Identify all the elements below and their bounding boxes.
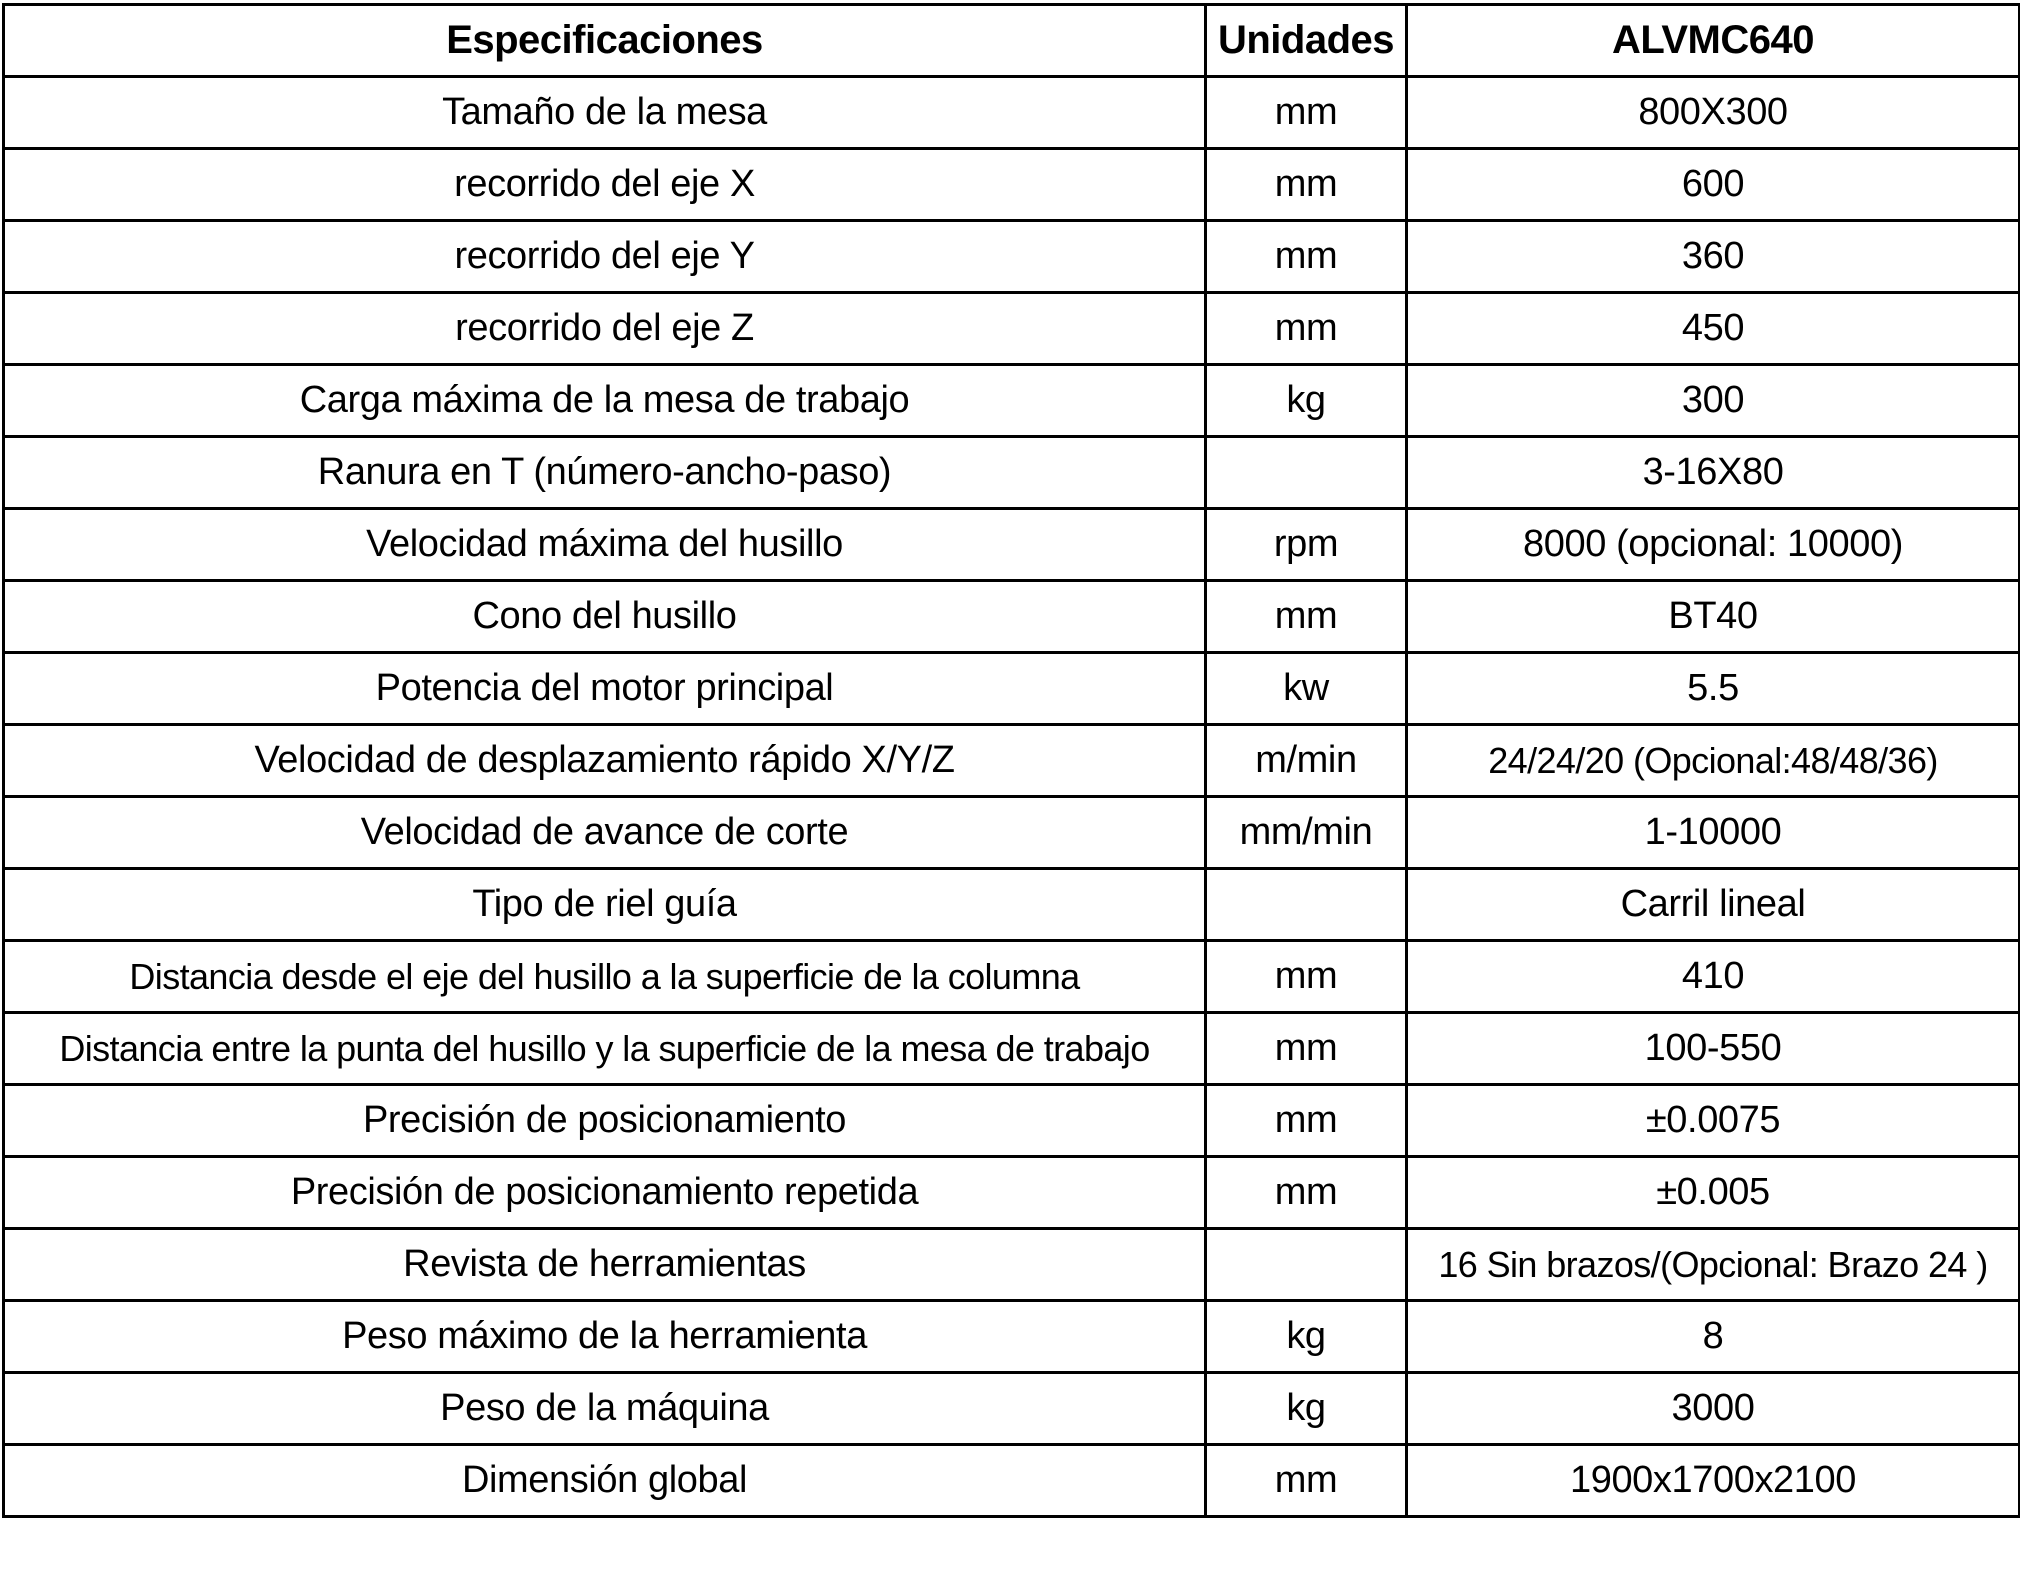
spec-value: 410 xyxy=(1407,941,2020,1013)
spec-value: BT40 xyxy=(1407,581,2020,653)
spec-name: Precisión de posicionamiento repetida xyxy=(4,1157,1206,1229)
table-row xyxy=(4,581,2020,653)
spec-name: Precisión de posicionamiento xyxy=(4,1085,1206,1157)
spec-value: 600 xyxy=(1407,149,2020,221)
spec-name: Tipo de riel guía xyxy=(4,869,1206,941)
table-row xyxy=(4,149,2020,221)
spec-unit: mm xyxy=(1206,1085,1407,1157)
spec-value: 1900x1700x2100 xyxy=(1407,1445,2020,1517)
table-row xyxy=(4,725,2020,797)
spec-unit: mm xyxy=(1206,221,1407,293)
table-header-row xyxy=(4,5,2020,77)
spec-name: Ranura en T (número-ancho-paso) xyxy=(4,437,1206,509)
table-row xyxy=(4,365,2020,437)
spec-value: 5.5 xyxy=(1407,653,2020,725)
spec-unit xyxy=(1206,1229,1407,1301)
spec-value: ±0.005 xyxy=(1407,1157,2020,1229)
table-row xyxy=(4,293,2020,365)
spec-unit: kg xyxy=(1206,365,1407,437)
table-row xyxy=(4,1301,2020,1373)
spec-name: Dimensión global xyxy=(4,1445,1206,1517)
spec-value: 100-550 xyxy=(1407,1013,2020,1085)
spec-name: Revista de herramientas xyxy=(4,1229,1206,1301)
spec-value: 360 xyxy=(1407,221,2020,293)
table-row xyxy=(4,1229,2020,1301)
spec-unit: mm xyxy=(1206,1157,1407,1229)
table-row xyxy=(4,653,2020,725)
spec-name: recorrido del eje Z xyxy=(4,293,1206,365)
table-row xyxy=(4,77,2020,149)
spec-name: Distancia desde el eje del husillo a la superficie de la columna xyxy=(4,941,1206,1013)
spec-name: Carga máxima de la mesa de trabajo xyxy=(4,365,1206,437)
spec-name: Velocidad de avance de corte xyxy=(4,797,1206,869)
header-units: Unidades xyxy=(1206,5,1407,77)
spec-value: Carril lineal xyxy=(1407,869,2020,941)
spec-name: Potencia del motor principal xyxy=(4,653,1206,725)
spec-unit xyxy=(1206,437,1407,509)
table-row xyxy=(4,869,2020,941)
header-specifications: Especificaciones xyxy=(4,5,1206,77)
spec-name: Peso máximo de la herramienta xyxy=(4,1301,1206,1373)
spec-unit: mm xyxy=(1206,941,1407,1013)
spec-name: recorrido del eje X xyxy=(4,149,1206,221)
spec-name: recorrido del eje Y xyxy=(4,221,1206,293)
spec-value: ±0.0075 xyxy=(1407,1085,2020,1157)
table-row xyxy=(4,1445,2020,1517)
spec-unit: mm xyxy=(1206,1013,1407,1085)
table-row xyxy=(4,509,2020,581)
spec-value: 3-16X80 xyxy=(1407,437,2020,509)
spec-value: 1-10000 xyxy=(1407,797,2020,869)
spec-value: 800X300 xyxy=(1407,77,2020,149)
spec-unit: kg xyxy=(1206,1373,1407,1445)
table-row xyxy=(4,797,2020,869)
table-row xyxy=(4,1085,2020,1157)
table-row xyxy=(4,1157,2020,1229)
spec-name: Peso de la máquina xyxy=(4,1373,1206,1445)
spec-unit xyxy=(1206,869,1407,941)
spec-name: Cono del husillo xyxy=(4,581,1206,653)
spec-value: 3000 xyxy=(1407,1373,2020,1445)
spec-value: 300 xyxy=(1407,365,2020,437)
header-model: ALVMC640 xyxy=(1407,5,2020,77)
table-row xyxy=(4,437,2020,509)
spec-value: 8000 (opcional: 10000) xyxy=(1407,509,2020,581)
spec-name: Velocidad máxima del husillo xyxy=(4,509,1206,581)
spec-unit: mm xyxy=(1206,293,1407,365)
spec-unit: mm xyxy=(1206,1445,1407,1517)
spec-table xyxy=(2,3,2020,1518)
table-row xyxy=(4,221,2020,293)
spec-name: Tamaño de la mesa xyxy=(4,77,1206,149)
spec-unit: kw xyxy=(1206,653,1407,725)
spec-value: 24/24/20 (Opcional:48/48/36) xyxy=(1407,725,2020,797)
spec-unit: rpm xyxy=(1206,509,1407,581)
spec-name: Distancia entre la punta del husillo y la superficie de la mesa de trabajo xyxy=(4,1013,1206,1085)
spec-unit: mm/min xyxy=(1206,797,1407,869)
spec-value: 450 xyxy=(1407,293,2020,365)
spec-value: 8 xyxy=(1407,1301,2020,1373)
spec-unit: mm xyxy=(1206,77,1407,149)
spec-unit: mm xyxy=(1206,581,1407,653)
spec-name: Velocidad de desplazamiento rápido X/Y/Z xyxy=(4,725,1206,797)
spec-unit: m/min xyxy=(1206,725,1407,797)
table-row xyxy=(4,941,2020,1013)
spec-value: 16 Sin brazos/(Opcional: Brazo 24 ) xyxy=(1407,1229,2020,1301)
spec-unit: kg xyxy=(1206,1301,1407,1373)
table-row xyxy=(4,1013,2020,1085)
table-row xyxy=(4,1373,2020,1445)
spec-unit: mm xyxy=(1206,149,1407,221)
